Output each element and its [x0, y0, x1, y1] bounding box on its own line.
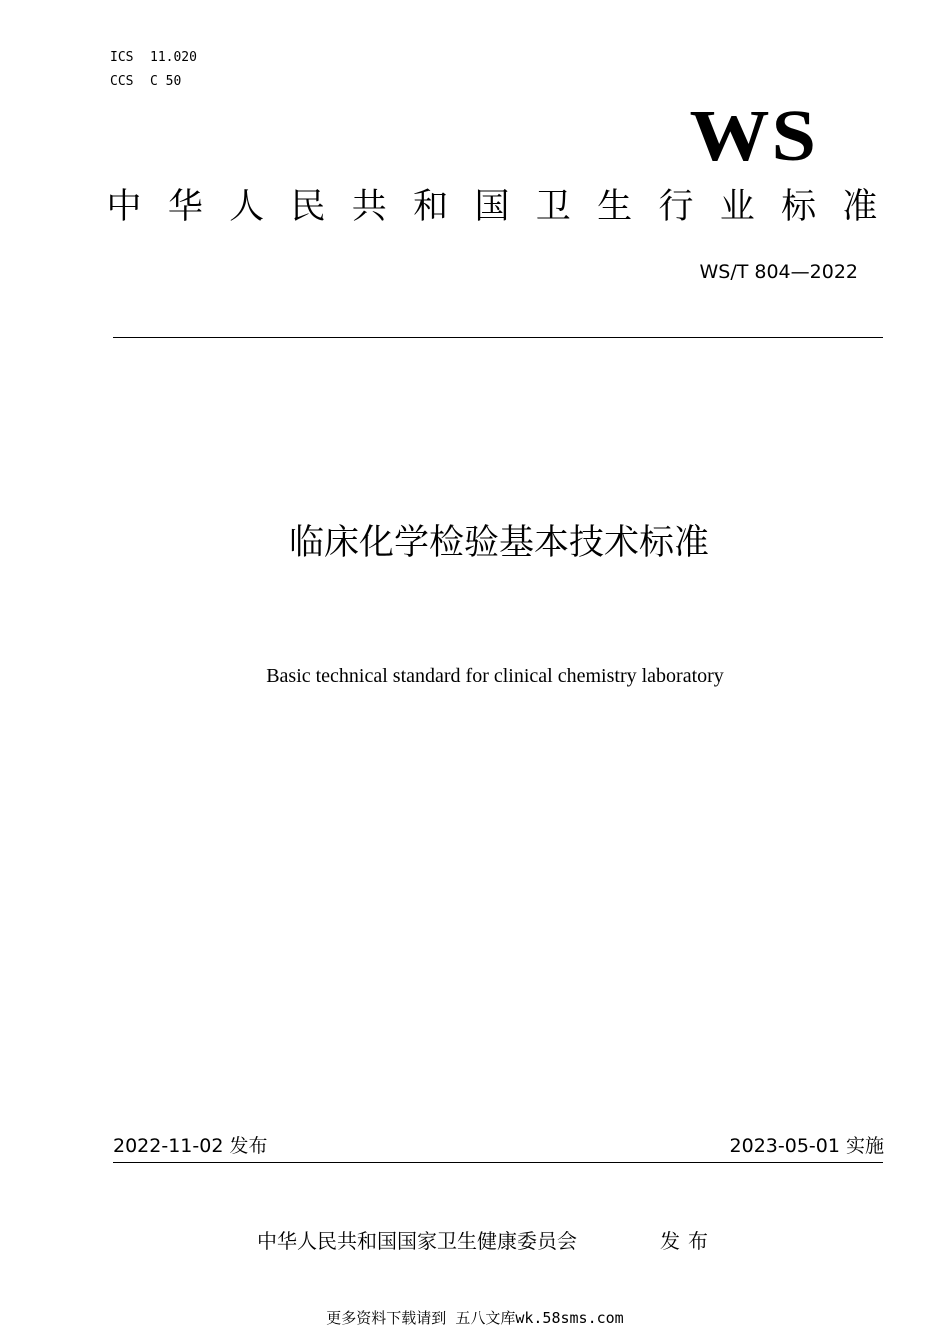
- publisher-name: 中华人民共和国国家卫生健康委员会: [257, 1229, 577, 1253]
- implementation-date: 2023-05-01 实施: [729, 1135, 884, 1157]
- heading-char: 标: [781, 187, 817, 227]
- ics-value: 11.020: [150, 50, 197, 65]
- heading-char: 共: [351, 187, 387, 227]
- standard-number: WS/T 804—2022: [699, 261, 858, 283]
- heading-char: 华: [167, 187, 203, 227]
- ics-row: [110, 46, 197, 70]
- issue-date: 2022-11-02 发布: [113, 1135, 268, 1157]
- heading-char: 民: [290, 187, 326, 227]
- top-divider: [113, 337, 883, 338]
- classification-codes: [110, 46, 197, 94]
- document-title-chinese: 临床化学检验基本技术标准: [288, 523, 709, 563]
- ws-logo: WS: [689, 95, 818, 177]
- ics-label: ICS: [110, 50, 134, 65]
- heading-char: 人: [229, 187, 265, 227]
- ccs-label: CCS: [110, 74, 134, 89]
- industry-standard-heading: [104, 182, 880, 232]
- publish-label: 发布: [660, 1229, 716, 1253]
- bottom-divider: [113, 1162, 883, 1163]
- heading-char: 卫: [535, 187, 571, 227]
- document-title-english: Basic technical standard for clinical chemistry laboratory: [266, 665, 724, 687]
- download-watermark: 更多资料下载请到 五八文库wk.58sms.com: [326, 1309, 624, 1327]
- heading-char: 生: [597, 187, 633, 227]
- heading-char: 准: [842, 187, 878, 227]
- heading-char: 和: [413, 187, 449, 227]
- heading-char: 国: [474, 187, 510, 227]
- ccs-value: C 50: [150, 74, 182, 89]
- heading-char: 业: [719, 187, 755, 227]
- heading-char: 行: [658, 187, 694, 227]
- heading-char: 中: [106, 187, 142, 227]
